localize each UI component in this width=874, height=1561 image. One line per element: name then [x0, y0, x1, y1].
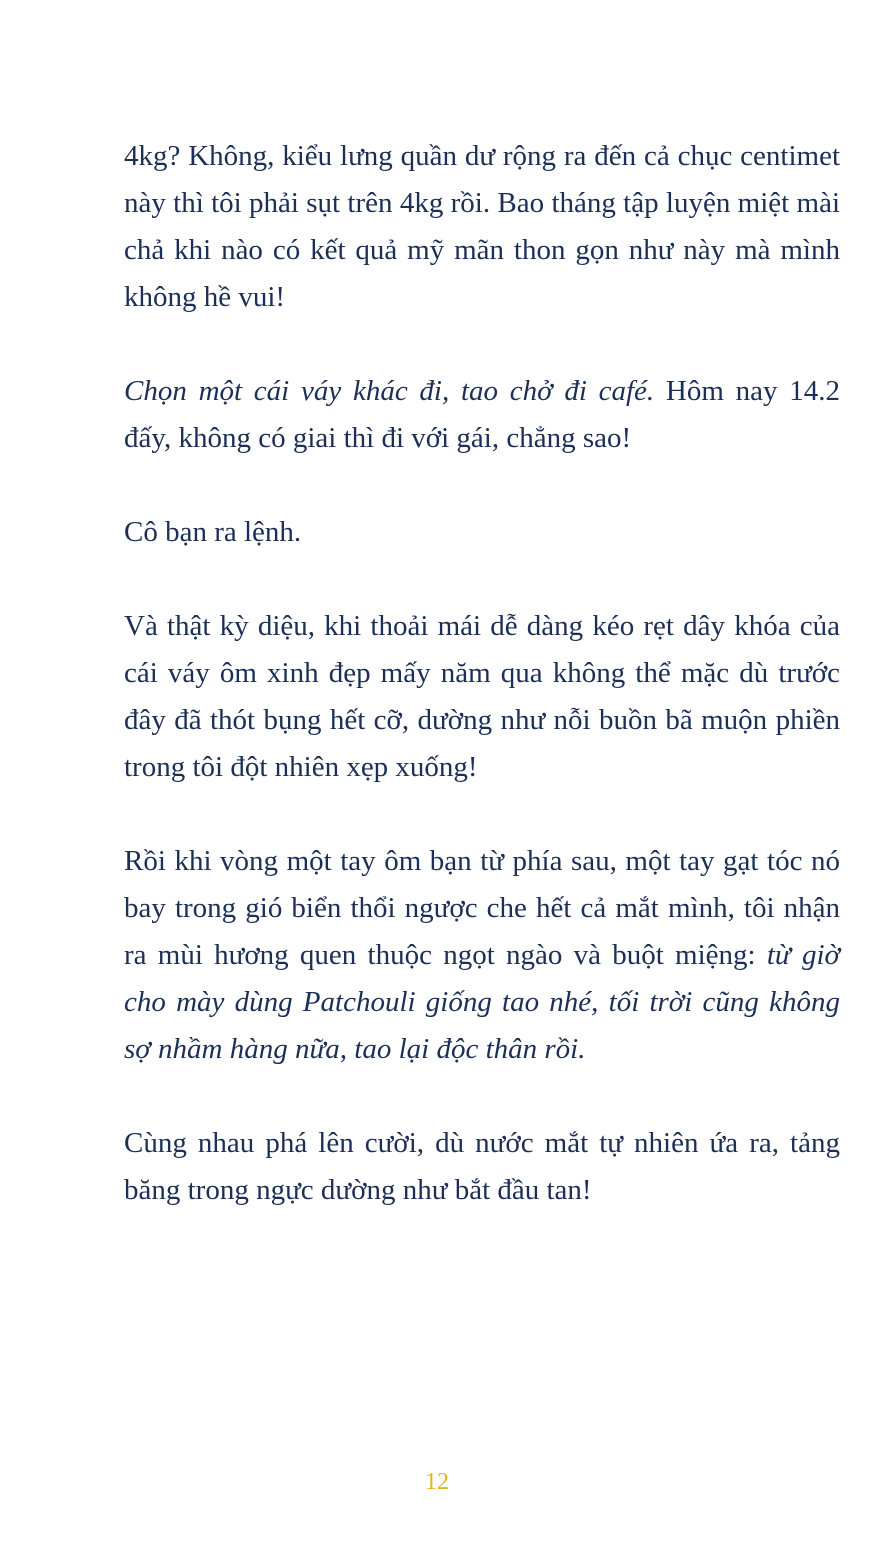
- text-span: Cùng nhau phá lên cười, dù nước mắt tự nhiên ứa ra, tảng băng trong ngực dường như bắt đầu tan!: [124, 1127, 840, 1206]
- page-number: 12: [425, 1469, 449, 1495]
- text-span: Cô bạn ra lệnh.: [124, 516, 302, 548]
- paragraph: [124, 368, 840, 462]
- italic-span: Chọn một cái váy khác đi, tao chở đi café.: [124, 375, 655, 407]
- paragraph: [124, 838, 840, 1073]
- italic-span: từ giờ cho mày dùng Patchouli giống tao nhé, tối trời cũng không sợ nhầm hàng nữa, tao lại độc thân rồi.: [124, 939, 840, 1065]
- text-span: Rồi khi vòng một tay ôm bạn từ phía sau, một tay gạt tóc nó bay trong gió biển thổi ngược che hết cả mắt mình, tôi nhận ra mùi hương quen thuộc ngọt ngào và buột miệng:: [124, 845, 840, 971]
- paragraph: [124, 509, 840, 556]
- text-span: Và thật kỳ diệu, khi thoải mái dễ dàng kéo rẹt dây khóa của cái váy ôm xinh đẹp mấy năm qua không thể mặc dù trước đây đã thót bụng hết cỡ, dường như nỗi buồn bã muộn phiền trong tôi đột nhiên xẹp xuống!: [124, 610, 840, 783]
- paragraph: [124, 603, 840, 791]
- text-span: Hôm nay 14.2 đấy, không có giai thì đi với gái, chẳng sao!: [124, 375, 841, 454]
- body-text: [124, 133, 840, 1214]
- text-span: 4kg? Không, kiểu lưng quần dư rộng ra đến cả chục centimet này thì tôi phải sụt trên 4kg rồi. Bao tháng tập luyện miệt mài chả khi nào có kết quả mỹ mãn thon gọn như này mà mình không hề vui!: [124, 140, 840, 313]
- paragraph: [124, 133, 840, 321]
- paragraph: [124, 1120, 840, 1214]
